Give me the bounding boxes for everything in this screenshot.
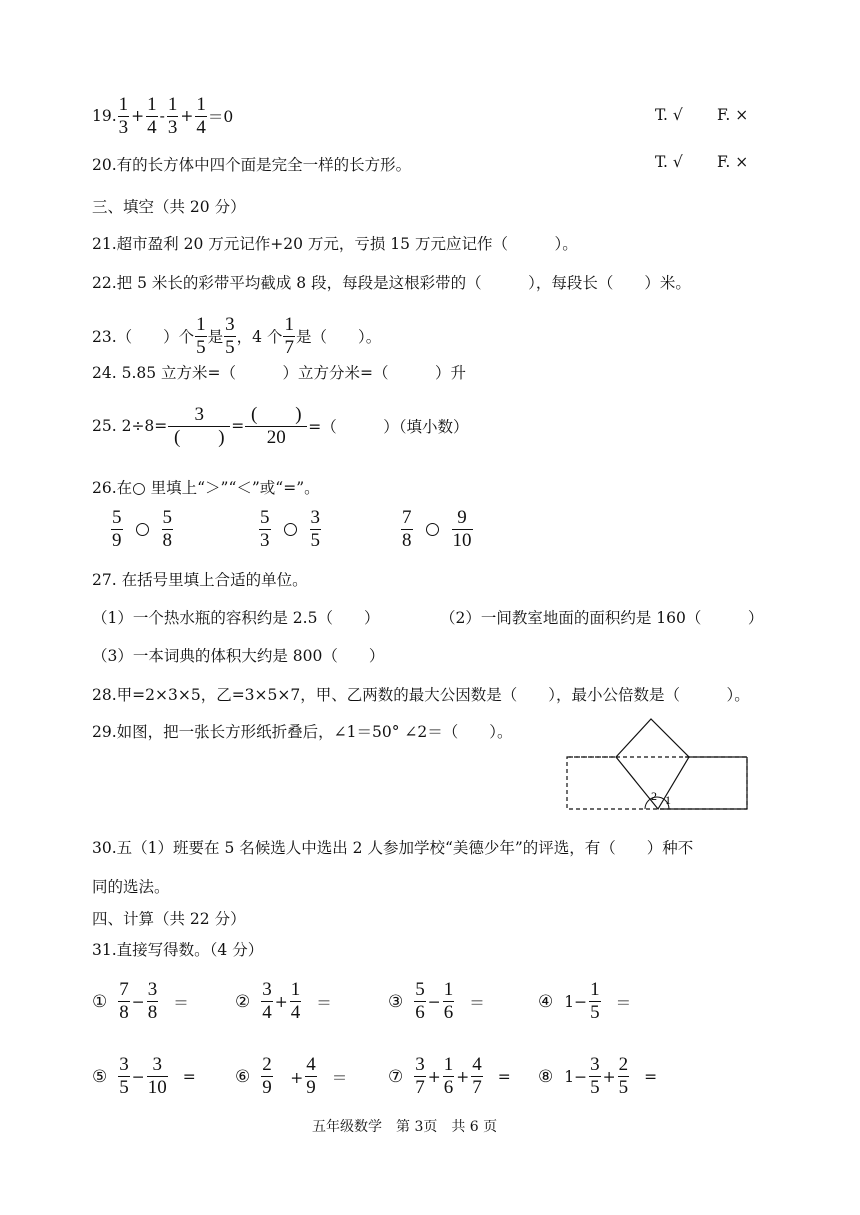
answer-blank[interactable]: = xyxy=(497,1067,511,1086)
folded-paper-figure xyxy=(565,715,755,815)
true-option[interactable]: T. √ xyxy=(655,153,683,171)
calc-item: ⑤ 3 5 − $\frac{3}{10}$ = xyxy=(92,1054,196,1098)
fraction: $\frac{1}{5}$ xyxy=(590,979,600,1023)
question-23: 23.（ ）个 1 5 是 3 5 ，4 个 1 7 是（ ）。 xyxy=(92,313,382,358)
fraction: 5 6 xyxy=(415,979,425,1023)
answer-blank[interactable]: ＝ xyxy=(173,993,189,1012)
fraction: 3 5 xyxy=(119,1054,129,1098)
section-heading: 四、计算（共 22 分） xyxy=(92,910,246,928)
answer-blank[interactable]: = xyxy=(182,1067,196,1086)
question-29: 29.如图，把一张长方形纸折叠后，∠1＝50° ∠2＝（ ）。 xyxy=(92,723,513,741)
answer-blank[interactable]: = xyxy=(644,1067,658,1086)
compare-pair: 5 9 5 8 xyxy=(112,507,172,551)
fraction: $\frac{1}{6}$ xyxy=(443,1054,454,1098)
false-option[interactable]: F. × xyxy=(717,106,749,124)
question-27-part-1: （1）一个热水瓶的容积约是 2.5（ ） xyxy=(92,609,380,627)
fraction: 1 7 xyxy=(284,313,294,358)
question-20: 20.有的长方体中四个面是完全一样的长方形。 xyxy=(92,156,412,174)
fraction: $\frac{4}{7}$ xyxy=(472,1054,482,1098)
fraction: $\frac{1}{4}$ xyxy=(196,93,206,138)
calc-item: ① 7 8 − $\frac{3}{8}$ ＝ xyxy=(92,979,189,1023)
calc-item: ⑧ 1− $\frac{3}{5}$ + $\frac{2}{5}$ = xyxy=(538,1054,658,1098)
question-28: 28.甲=2×3×5，乙=3×5×7，甲、乙两数的最大公因数是（ ），最小公倍数是（ ）。 xyxy=(92,686,750,704)
fraction: $\frac{4}{9}$ xyxy=(306,1054,316,1098)
fraction: 3 5 xyxy=(225,313,235,358)
true-option[interactable]: T. √ xyxy=(655,106,683,124)
fraction: 1 5 xyxy=(196,313,206,358)
fraction: $\frac{3}{8}$ xyxy=(147,979,158,1023)
fraction: $\frac{1}{6}$ xyxy=(443,979,454,1023)
fraction: 3 ( ) xyxy=(168,405,230,448)
calc-item: ③ 5 6 − $\frac{1}{6}$ ＝ xyxy=(388,979,485,1023)
fraction: 2 9 xyxy=(262,1054,272,1098)
fraction: 1 3 xyxy=(118,93,129,138)
angle-1-label: 1 xyxy=(665,793,671,807)
question-30-line-2: 同的选法。 xyxy=(92,878,170,896)
fraction: $\frac{3}{5}$ xyxy=(590,1054,600,1098)
question-22: 22.把 5 米长的彩带平均截成 8 段，每段是这根彩带的（ ），每段长（ ）米。 xyxy=(92,274,691,292)
fraction: 3 4 xyxy=(262,979,272,1023)
section-heading: 三、填空（共 20 分） xyxy=(92,198,246,216)
answer-blank[interactable]: ＝ xyxy=(316,993,332,1012)
question-21: 21.超市盈利 20 万元记作+20 万元，亏损 15 万元应记作（ ）。 xyxy=(92,235,578,253)
calc-item: ④ 1− $\frac{1}{5}$ ＝ xyxy=(538,979,632,1023)
question-27: 27. 在括号里填上合适的单位。 xyxy=(92,571,308,589)
fraction: $\frac{1}{4}$ xyxy=(147,93,157,138)
false-option[interactable]: F. × xyxy=(717,153,749,171)
compare-circle[interactable] xyxy=(284,523,297,536)
compare-pair: 7 8 9 10 xyxy=(402,507,472,551)
question-25: 25. 2÷8= 3 ( ) = ( ) 20 =（ ）（填小数） xyxy=(92,403,469,448)
fraction: 1 3 xyxy=(167,93,178,138)
answer-blank[interactable]: ＝ xyxy=(615,993,632,1012)
question-31: 31.直接写得数。（4 分） xyxy=(92,941,264,959)
compare-circle[interactable] xyxy=(426,523,439,536)
fraction: $\frac{3}{10}$ xyxy=(147,1054,167,1098)
question-30-line-1: 30.五（1）班要在 5 名候选人中选出 2 人参加学校“美德少年”的评选，有（ ）种不 xyxy=(92,839,694,857)
calc-item: ⑥ 2 9 + $\frac{4}{9}$ ＝ xyxy=(235,1054,348,1098)
fraction: $\frac{2}{5}$ xyxy=(618,1054,629,1098)
calc-item: ② 3 4 + $\frac{1}{4}$ ＝ xyxy=(235,979,332,1023)
fraction: 7 8 xyxy=(119,979,129,1023)
question-27-part-2: （2）一间教室地面的面积约是 160（ ） xyxy=(440,609,764,627)
fraction: ( ) 20 xyxy=(245,405,307,448)
question-24: 24. 5.85 立方米=（ ）立方分米=（ ）升 xyxy=(92,364,466,382)
answer-blank[interactable]: ＝ xyxy=(469,993,485,1012)
answer-blank[interactable]: ＝ xyxy=(331,1068,348,1087)
fraction: 3 7 xyxy=(415,1054,425,1098)
fraction: $\frac{1}{4}$ xyxy=(290,979,301,1023)
angle-2-label: 2 xyxy=(651,789,657,803)
compare-circle[interactable] xyxy=(136,523,149,536)
question-19: 19. 1 3 + $\frac{1}{4}$ - 1 3 + $\frac{1}{4}$ ＝0 xyxy=(92,93,234,138)
question-26: 26.在○ 里填上“＞”“＜”或“=”。 xyxy=(92,479,320,497)
calc-item: ⑦ 3 7 + $\frac{1}{6}$ + $\frac{4}{7}$ = xyxy=(388,1054,511,1098)
question-27-part-3: （3）一本词典的体积大约是 800（ ） xyxy=(92,647,385,665)
page-footer: 五年级数学 第 3页 共 6 页 xyxy=(312,1119,498,1135)
compare-pair: 5 3 3 5 xyxy=(260,507,320,551)
